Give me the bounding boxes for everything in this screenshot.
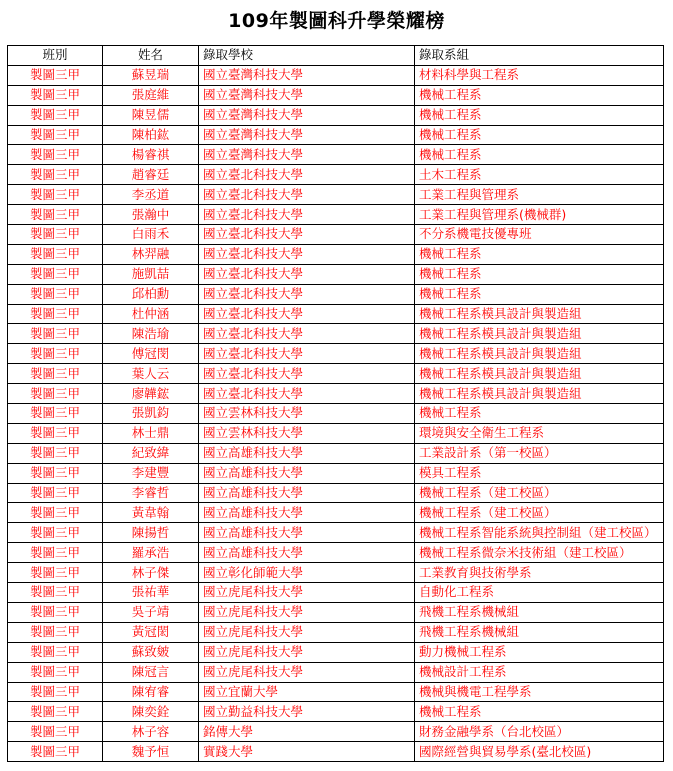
- cell-class: 製圖三甲: [8, 682, 103, 702]
- cell-student-name: 邱柏勳: [103, 284, 199, 304]
- cell-student-name: 紀致緯: [103, 443, 199, 463]
- cell-class: 製圖三甲: [8, 244, 103, 264]
- table-row: [8, 404, 664, 424]
- cell-department: 模具工程系: [415, 463, 664, 483]
- table-row: [8, 682, 664, 702]
- cell-school: 國立虎尾科技大學: [199, 583, 415, 603]
- cell-school: 國立臺北科技大學: [199, 364, 415, 384]
- cell-school: 國立虎尾科技大學: [199, 602, 415, 622]
- cell-school: 國立虎尾科技大學: [199, 662, 415, 682]
- cell-department: 材料科學與工程系: [415, 65, 664, 85]
- cell-class: 製圖三甲: [8, 105, 103, 125]
- cell-student-name: 魏予恒: [103, 742, 199, 762]
- cell-department: 機械工程系模具設計與製造組: [415, 324, 664, 344]
- table-row: [8, 642, 664, 662]
- column-header-class: 班別: [8, 46, 103, 66]
- cell-department: 機械工程系: [415, 85, 664, 105]
- cell-school: 國立高雄科技大學: [199, 503, 415, 523]
- cell-class: 製圖三甲: [8, 185, 103, 205]
- cell-school: 國立臺灣科技大學: [199, 105, 415, 125]
- cell-school: 國立臺北科技大學: [199, 165, 415, 185]
- cell-department: 機械工程系（建工校區）: [415, 483, 664, 503]
- cell-school: 國立高雄科技大學: [199, 543, 415, 563]
- table-row: [8, 602, 664, 622]
- cell-student-name: 陳冠言: [103, 662, 199, 682]
- cell-department: 自動化工程系: [415, 583, 664, 603]
- cell-department: 工業工程與管理系(機械群): [415, 205, 664, 225]
- cell-department: 機械工程系模具設計與製造組: [415, 384, 664, 404]
- cell-school: 國立臺北科技大學: [199, 264, 415, 284]
- table-row: [8, 742, 664, 762]
- cell-department: 機械工程系微奈米技術組（建工校區）: [415, 543, 664, 563]
- cell-student-name: 黃韋翰: [103, 503, 199, 523]
- cell-department: 機械工程系: [415, 702, 664, 722]
- cell-student-name: 林士鼎: [103, 423, 199, 443]
- cell-class: 製圖三甲: [8, 85, 103, 105]
- cell-department: 機械工程系: [415, 105, 664, 125]
- table-row: [8, 324, 664, 344]
- cell-school: 國立勤益科技大學: [199, 702, 415, 722]
- cell-student-name: 陳浩瑜: [103, 324, 199, 344]
- cell-student-name: 林子容: [103, 722, 199, 742]
- cell-school: 國立臺灣科技大學: [199, 65, 415, 85]
- cell-school: 國立虎尾科技大學: [199, 622, 415, 642]
- cell-class: 製圖三甲: [8, 563, 103, 583]
- cell-class: 製圖三甲: [8, 284, 103, 304]
- cell-class: 製圖三甲: [8, 404, 103, 424]
- cell-class: 製圖三甲: [8, 702, 103, 722]
- cell-student-name: 陳宥睿: [103, 682, 199, 702]
- cell-class: 製圖三甲: [8, 225, 103, 245]
- column-header-dept: 錄取系組: [415, 46, 664, 66]
- table-row: [8, 304, 664, 324]
- table-row: [8, 662, 664, 682]
- cell-class: 製圖三甲: [8, 483, 103, 503]
- table-row: [8, 483, 664, 503]
- table-row: [8, 563, 664, 583]
- cell-class: 製圖三甲: [8, 642, 103, 662]
- cell-department: 不分系機電技優專班: [415, 225, 664, 245]
- cell-department: 機械工程系: [415, 404, 664, 424]
- cell-department: 機械工程系: [415, 145, 664, 165]
- cell-school: 國立高雄科技大學: [199, 483, 415, 503]
- cell-department: 土木工程系: [415, 165, 664, 185]
- cell-department: 工業設計系（第一校區）: [415, 443, 664, 463]
- cell-department: 工業工程與管理系: [415, 185, 664, 205]
- cell-student-name: 趙睿廷: [103, 165, 199, 185]
- cell-class: 製圖三甲: [8, 463, 103, 483]
- cell-student-name: 李睿哲: [103, 483, 199, 503]
- cell-student-name: 陳揚哲: [103, 523, 199, 543]
- table-row: [8, 125, 664, 145]
- table-row: [8, 205, 664, 225]
- cell-student-name: 張凱鈞: [103, 404, 199, 424]
- cell-class: 製圖三甲: [8, 145, 103, 165]
- cell-class: 製圖三甲: [8, 443, 103, 463]
- cell-school: 國立臺北科技大學: [199, 284, 415, 304]
- cell-department: 飛機工程系機械組: [415, 602, 664, 622]
- cell-department: 機械與機電工程學系: [415, 682, 664, 702]
- cell-student-name: 楊睿祺: [103, 145, 199, 165]
- cell-school: 國立臺北科技大學: [199, 324, 415, 344]
- cell-student-name: 羅承浩: [103, 543, 199, 563]
- table-row: [8, 583, 664, 603]
- cell-school: 國立臺灣科技大學: [199, 85, 415, 105]
- cell-student-name: 傅冠閔: [103, 344, 199, 364]
- cell-school: 國立臺灣科技大學: [199, 145, 415, 165]
- cell-department: 機械工程系: [415, 284, 664, 304]
- cell-school: 國立臺北科技大學: [199, 225, 415, 245]
- cell-school: 國立臺北科技大學: [199, 205, 415, 225]
- cell-student-name: 廖韡鋐: [103, 384, 199, 404]
- cell-school: 國立彰化師範大學: [199, 563, 415, 583]
- cell-student-name: 葉人云: [103, 364, 199, 384]
- cell-department: 飛機工程系機械組: [415, 622, 664, 642]
- table-row: [8, 284, 664, 304]
- column-header-name: 姓名: [103, 46, 199, 66]
- table-row: [8, 244, 664, 264]
- cell-student-name: 黃冠閎: [103, 622, 199, 642]
- cell-class: 製圖三甲: [8, 423, 103, 443]
- cell-school: 國立雲林科技大學: [199, 423, 415, 443]
- cell-department: 動力機械工程系: [415, 642, 664, 662]
- cell-school: 國立臺北科技大學: [199, 185, 415, 205]
- cell-student-name: 張瀚中: [103, 205, 199, 225]
- table-row: [8, 65, 664, 85]
- cell-department: 機械設計工程系: [415, 662, 664, 682]
- cell-department: 機械工程系: [415, 125, 664, 145]
- cell-department: 工業教育與技術學系: [415, 563, 664, 583]
- table-body: [8, 65, 664, 761]
- cell-student-name: 杜仲涵: [103, 304, 199, 324]
- cell-student-name: 吳子靖: [103, 602, 199, 622]
- cell-class: 製圖三甲: [8, 304, 103, 324]
- cell-class: 製圖三甲: [8, 602, 103, 622]
- cell-school: 國立高雄科技大學: [199, 523, 415, 543]
- table-row: [8, 384, 664, 404]
- cell-department: 機械工程系模具設計與製造組: [415, 344, 664, 364]
- cell-student-name: 張祐華: [103, 583, 199, 603]
- table-row: [8, 85, 664, 105]
- cell-student-name: 林羿融: [103, 244, 199, 264]
- cell-department: 機械工程系: [415, 244, 664, 264]
- cell-class: 製圖三甲: [8, 324, 103, 344]
- column-header-school: 錄取學校: [199, 46, 415, 66]
- table-row: [8, 145, 664, 165]
- cell-student-name: 陳奕銓: [103, 702, 199, 722]
- table-row: [8, 543, 664, 563]
- cell-school: 國立臺灣科技大學: [199, 125, 415, 145]
- page-title: 109年製圖科升學榮耀榜: [228, 10, 445, 32]
- cell-student-name: 李丞道: [103, 185, 199, 205]
- cell-class: 製圖三甲: [8, 523, 103, 543]
- cell-class: 製圖三甲: [8, 622, 103, 642]
- cell-student-name: 白雨禾: [103, 225, 199, 245]
- cell-school: 國立臺北科技大學: [199, 304, 415, 324]
- table-header: [8, 46, 664, 66]
- cell-class: 製圖三甲: [8, 543, 103, 563]
- table-row: [8, 185, 664, 205]
- cell-class: 製圖三甲: [8, 722, 103, 742]
- cell-school: 銘傳大學: [199, 722, 415, 742]
- cell-department: 機械工程系模具設計與製造組: [415, 304, 664, 324]
- cell-student-name: 施凱喆: [103, 264, 199, 284]
- cell-class: 製圖三甲: [8, 503, 103, 523]
- cell-school: 國立宜蘭大學: [199, 682, 415, 702]
- cell-class: 製圖三甲: [8, 662, 103, 682]
- table-row: [8, 702, 664, 722]
- table-row: [8, 443, 664, 463]
- cell-student-name: 陳柏鈜: [103, 125, 199, 145]
- cell-class: 製圖三甲: [8, 264, 103, 284]
- cell-class: 製圖三甲: [8, 583, 103, 603]
- table-row: [8, 344, 664, 364]
- cell-school: 國立臺北科技大學: [199, 244, 415, 264]
- cell-department: 國際經營與貿易學系(臺北校區): [415, 742, 664, 762]
- cell-student-name: 林子傑: [103, 563, 199, 583]
- table-row: [8, 423, 664, 443]
- cell-class: 製圖三甲: [8, 65, 103, 85]
- table-row: [8, 165, 664, 185]
- table-row: [8, 722, 664, 742]
- table-row: [8, 364, 664, 384]
- cell-department: 財務金融學系（台北校區）: [415, 722, 664, 742]
- cell-class: 製圖三甲: [8, 742, 103, 762]
- honor-roll-table: [7, 45, 664, 762]
- table-row: [8, 264, 664, 284]
- cell-department: 機械工程系智能系統與控制組（建工校區）: [415, 523, 664, 543]
- cell-school: 國立雲林科技大學: [199, 404, 415, 424]
- cell-student-name: 蘇致皴: [103, 642, 199, 662]
- cell-class: 製圖三甲: [8, 125, 103, 145]
- cell-department: 機械工程系模具設計與製造組: [415, 364, 664, 384]
- cell-student-name: 張庭維: [103, 85, 199, 105]
- cell-student-name: 李建豐: [103, 463, 199, 483]
- cell-class: 製圖三甲: [8, 344, 103, 364]
- cell-school: 國立高雄科技大學: [199, 443, 415, 463]
- table-row: [8, 622, 664, 642]
- table-row: [8, 503, 664, 523]
- cell-school: 國立臺北科技大學: [199, 384, 415, 404]
- cell-class: 製圖三甲: [8, 384, 103, 404]
- table-row: [8, 463, 664, 483]
- cell-student-name: 陳昱儒: [103, 105, 199, 125]
- cell-school: 實踐大學: [199, 742, 415, 762]
- cell-department: 環境與安全衛生工程系: [415, 423, 664, 443]
- cell-class: 製圖三甲: [8, 165, 103, 185]
- table-row: [8, 105, 664, 125]
- cell-school: 國立虎尾科技大學: [199, 642, 415, 662]
- cell-class: 製圖三甲: [8, 205, 103, 225]
- table-row: [8, 225, 664, 245]
- cell-department: 機械工程系（建工校區）: [415, 503, 664, 523]
- header-row: [8, 46, 664, 66]
- cell-student-name: 蘇昱瑞: [103, 65, 199, 85]
- table-row: [8, 523, 664, 543]
- cell-school: 國立高雄科技大學: [199, 463, 415, 483]
- cell-class: 製圖三甲: [8, 364, 103, 384]
- cell-school: 國立臺北科技大學: [199, 344, 415, 364]
- cell-department: 機械工程系: [415, 264, 664, 284]
